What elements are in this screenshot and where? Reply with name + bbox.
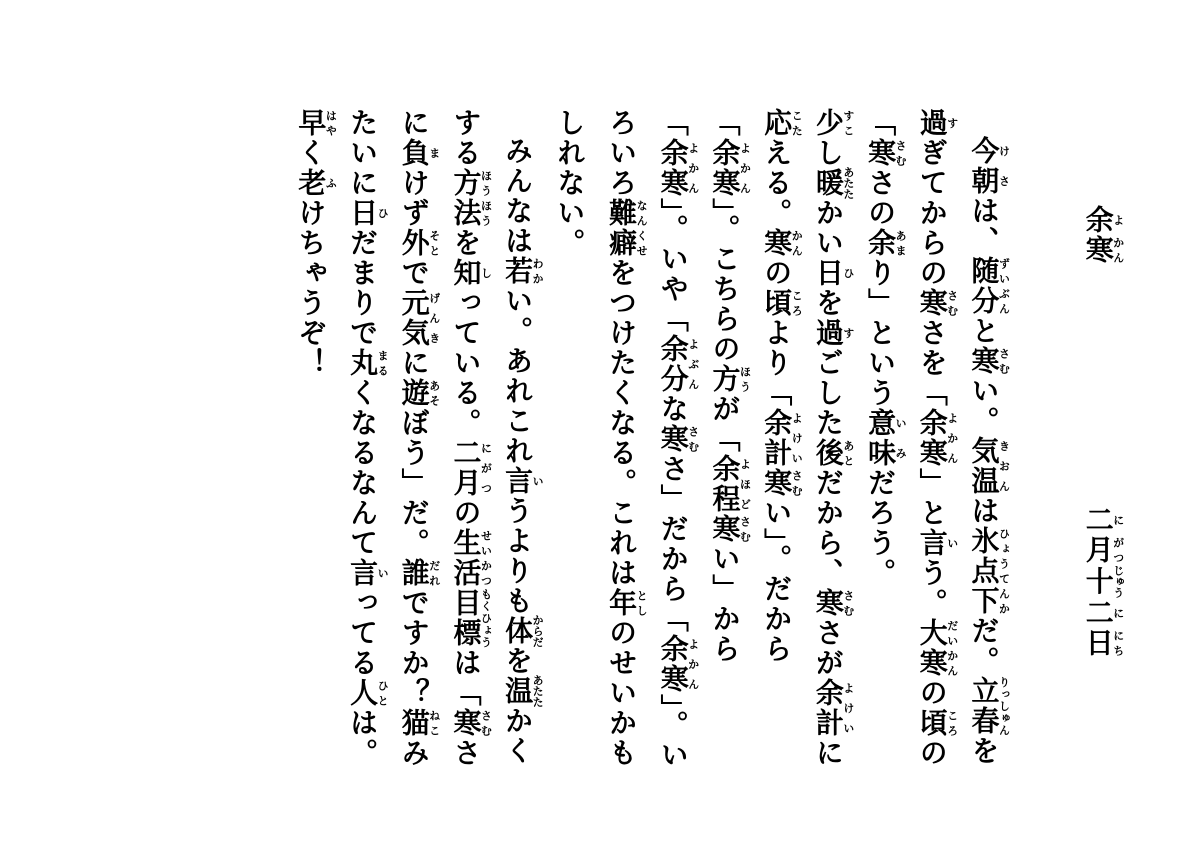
- ruby-word: [294, 108, 338, 138]
- furigana: よかん: [738, 138, 752, 198]
- text-run: の: [915, 678, 949, 708]
- furigana: ひょうてんか: [997, 526, 1011, 616]
- furigana: よぶん: [686, 334, 700, 394]
- ruby-word: [864, 228, 908, 258]
- text-run: をつけたくなる。これは: [605, 258, 639, 588]
- ruby-base: 温: [501, 674, 535, 708]
- furigana: かん: [1111, 235, 1125, 265]
- furigana: ほう: [738, 364, 752, 394]
- ruby-word: [656, 138, 700, 198]
- furigana: ずいぶん: [997, 256, 1011, 316]
- essay-date: [1072, 505, 1124, 658]
- ruby-base: 言: [346, 558, 380, 588]
- ruby-word: [708, 364, 752, 394]
- ruby-word: [967, 526, 1011, 616]
- text-run: に: [397, 348, 431, 378]
- text-run: だまりで: [346, 228, 380, 348]
- furigana: ねこ: [427, 708, 441, 738]
- furigana: ころ: [790, 288, 804, 318]
- text-run: し: [811, 138, 845, 168]
- furigana: さむ: [790, 468, 804, 498]
- furigana: あたた: [531, 674, 545, 708]
- ruby-word: [967, 676, 1011, 736]
- ruby-word: [915, 108, 959, 138]
- furigana: ふ: [324, 168, 338, 198]
- ruby-base: 寒: [708, 514, 742, 544]
- text-run: 」。いや「: [656, 198, 690, 334]
- ruby-base: 体: [501, 614, 535, 648]
- ruby-base: 余: [1081, 205, 1115, 235]
- furigana: よけい: [841, 678, 855, 738]
- furigana: さむ: [841, 588, 855, 618]
- furigana: がつ: [1111, 535, 1125, 565]
- ruby-word: [656, 334, 700, 394]
- ruby-word: [397, 228, 441, 258]
- text-run: っている。: [449, 288, 483, 438]
- furigana: げんき: [427, 288, 441, 348]
- ruby-word: [967, 436, 1011, 496]
- ruby-word: [605, 588, 649, 618]
- text-run: より「: [760, 318, 794, 408]
- ruby-base: 応: [760, 108, 794, 138]
- text-run: かくする: [449, 108, 535, 766]
- ruby-word: [346, 558, 390, 588]
- text-run: の: [449, 498, 483, 528]
- furigana: とし: [635, 588, 649, 618]
- furigana: じゅう: [1111, 565, 1125, 598]
- ruby-word: [346, 198, 390, 228]
- text-run: けちゃうぞ！: [294, 198, 328, 378]
- ruby-word: [967, 136, 1011, 196]
- ruby-word: [967, 346, 1011, 376]
- ruby-base: 十: [1081, 565, 1115, 598]
- ruby-base: 余寒: [708, 138, 742, 198]
- ruby-base: 元気: [397, 288, 431, 348]
- ruby-base: 日: [1081, 628, 1115, 658]
- ruby-base: 過: [811, 318, 845, 348]
- ruby-base: 言: [501, 466, 535, 496]
- paragraph: [854, 108, 1010, 788]
- ruby-base: 誰: [397, 558, 431, 588]
- ruby-word: [708, 138, 752, 198]
- text-run: さが: [811, 618, 845, 678]
- ruby-base: 寒: [760, 228, 794, 258]
- ruby-word: [656, 634, 700, 694]
- text-run: は、: [967, 196, 1001, 256]
- ruby-base: 寒: [811, 588, 845, 618]
- furigana: あたた: [841, 166, 855, 200]
- ruby-word: [760, 108, 804, 138]
- ruby-base: 立春: [967, 676, 1001, 736]
- text-run: けず: [397, 168, 431, 228]
- furigana: い: [945, 528, 959, 558]
- ruby-base: 寒: [967, 346, 1001, 376]
- furigana: そと: [427, 228, 441, 258]
- text-run: の「: [864, 108, 949, 768]
- text-run: うよりも: [501, 496, 535, 616]
- ruby-base: 寒: [1081, 235, 1115, 265]
- ruby-word: [915, 708, 959, 738]
- ruby-word: [449, 168, 493, 228]
- furigana: ま: [427, 138, 441, 168]
- ruby-word: [708, 514, 752, 544]
- furigana: あそ: [427, 378, 441, 408]
- ruby-base: 知: [449, 258, 483, 288]
- ruby-base: 丸: [346, 348, 380, 378]
- ruby-word: [915, 408, 959, 468]
- furigana: よかん: [945, 408, 959, 468]
- ruby-word: [449, 528, 493, 588]
- text-run: は: [967, 496, 1001, 526]
- furigana: ひ: [376, 198, 390, 228]
- furigana: けさ: [997, 136, 1011, 196]
- ruby-word: [397, 378, 441, 408]
- paragraph: [544, 108, 855, 788]
- furigana: かん: [790, 228, 804, 258]
- furigana: はや: [324, 108, 338, 138]
- furigana: あと: [841, 438, 855, 468]
- text-run: の: [760, 258, 794, 288]
- furigana: きおん: [997, 436, 1011, 496]
- text-run: さに: [397, 108, 483, 768]
- text-run: える。: [760, 138, 794, 228]
- furigana: まる: [376, 348, 390, 378]
- ruby-word: [811, 108, 855, 138]
- ruby-base: 余寒: [656, 634, 690, 694]
- ruby-base: 年: [605, 588, 639, 618]
- furigana: さむ: [479, 708, 493, 738]
- ruby-base: 余: [864, 228, 898, 258]
- ruby-base: 後: [811, 438, 845, 468]
- ruby-word: [811, 318, 855, 348]
- ruby-word: [864, 408, 908, 468]
- furigana: すこ: [841, 108, 855, 138]
- paragraph: [285, 108, 544, 788]
- furigana: ほうほう: [479, 168, 493, 228]
- furigana: せいかつ: [479, 528, 493, 588]
- text-run: い。あれこれ: [501, 286, 535, 466]
- furigana: よけい: [790, 408, 804, 468]
- text-run: のせいかもしれない。: [553, 108, 639, 768]
- furigana: す: [841, 318, 855, 348]
- ruby-base: 過: [915, 108, 949, 138]
- text-run: り」という: [864, 258, 898, 408]
- ruby-base: 寒: [760, 468, 794, 498]
- ruby-word: [811, 678, 855, 738]
- ruby-base: 生活: [449, 528, 483, 588]
- ruby-base: 老: [294, 168, 328, 198]
- furigana: こた: [790, 108, 804, 138]
- ruby-base: 寒: [864, 138, 898, 168]
- text-run: は。: [346, 708, 380, 768]
- furigana: あま: [894, 228, 908, 258]
- ruby-word: [656, 424, 700, 454]
- text-run: を: [449, 228, 483, 258]
- furigana: いみ: [894, 408, 908, 468]
- ruby-base: 大寒: [915, 618, 949, 678]
- furigana: にち: [1111, 628, 1125, 658]
- ruby-base: 余程: [708, 454, 742, 514]
- ruby-base: 日: [346, 198, 380, 228]
- ruby-word: [811, 438, 855, 468]
- ruby-base: 少: [811, 108, 845, 138]
- text-run: 」。いろいろ: [605, 108, 690, 770]
- text-run: に: [811, 738, 845, 768]
- text-run: 」。こちらの: [708, 198, 742, 364]
- ruby-word: [397, 558, 441, 588]
- ruby-base: 寒: [449, 708, 483, 738]
- furigana: にがつ: [479, 438, 493, 498]
- ruby-word: [967, 256, 1011, 316]
- furigana: さむ: [945, 288, 959, 318]
- text-run: く: [294, 138, 328, 168]
- furigana: ころ: [945, 708, 959, 738]
- text-run: い」。だから「: [708, 108, 794, 664]
- furigana: し: [479, 258, 493, 288]
- ruby-word: [1081, 505, 1125, 535]
- ruby-base: 言: [915, 528, 949, 558]
- ruby-base: 今朝: [967, 136, 1001, 196]
- ruby-base: 氷点下: [967, 526, 1001, 616]
- ruby-word: [449, 708, 493, 738]
- furigana: に: [1111, 505, 1125, 535]
- furigana: よかん: [686, 138, 700, 198]
- text-run: だろう。: [864, 468, 898, 588]
- text-run: ですか？: [397, 588, 431, 708]
- ruby-word: [1081, 628, 1125, 658]
- text-run: う。: [915, 558, 949, 618]
- ruby-base: 頃: [760, 288, 794, 318]
- ruby-base: 目標: [449, 588, 483, 648]
- ruby-word: [915, 618, 959, 678]
- text-run: だから、: [811, 468, 845, 588]
- furigana: さむ: [686, 424, 700, 454]
- ruby-base: 若: [501, 256, 535, 286]
- ruby-word: [1081, 535, 1125, 565]
- furigana: だいかん: [945, 618, 959, 678]
- ruby-word: [346, 678, 390, 708]
- text-run: と: [967, 316, 1001, 346]
- ruby-base: 二: [1081, 598, 1115, 628]
- ruby-base: 方法: [449, 168, 483, 228]
- ruby-word: [811, 258, 855, 288]
- text-run: 」と: [915, 468, 949, 528]
- furigana: す: [945, 108, 959, 138]
- ruby-base: 難癖: [605, 198, 639, 258]
- ruby-base: 人: [346, 678, 380, 708]
- ruby-base: 寒: [656, 424, 690, 454]
- ruby-word: [760, 288, 804, 318]
- furigana: もくひょう: [479, 588, 493, 648]
- ruby-word: [346, 348, 390, 378]
- ruby-base: 猫: [397, 708, 431, 738]
- ruby-word: [915, 288, 959, 318]
- ruby-base: 二: [1081, 505, 1115, 535]
- ruby-word: [708, 454, 752, 514]
- text-run: ぼう」だ。: [397, 408, 431, 558]
- furigana: ひと: [376, 678, 390, 708]
- text-run: を: [501, 646, 535, 676]
- ruby-base: 意味: [864, 408, 898, 468]
- furigana: りっしゅん: [997, 676, 1011, 736]
- text-run: ごした: [811, 348, 845, 438]
- ruby-base: 遊: [397, 378, 431, 408]
- furigana: なんくせ: [635, 198, 649, 258]
- text-run: だ。: [967, 616, 1001, 676]
- furigana: よほど: [738, 454, 752, 514]
- text-run: ぎてからの: [915, 138, 949, 288]
- ruby-word: [397, 138, 441, 168]
- furigana: だれ: [427, 558, 441, 588]
- ruby-word: [760, 468, 804, 498]
- furigana: に: [1111, 598, 1125, 628]
- furigana: さむ: [894, 138, 908, 168]
- ruby-base: 日: [811, 258, 845, 288]
- text-run: さを「: [915, 318, 949, 408]
- ruby-base: 外: [397, 228, 431, 258]
- ruby-word: [864, 138, 908, 168]
- furigana: さむ: [997, 346, 1011, 376]
- ruby-base: 二月: [449, 438, 483, 498]
- text-run: は「: [449, 648, 483, 708]
- text-run: くなるなんて: [346, 378, 380, 558]
- text-run: で: [397, 258, 431, 288]
- text-run: かい: [811, 198, 845, 258]
- text-run: さ」だから「: [656, 454, 690, 634]
- ruby-word: [501, 256, 545, 286]
- text-run: さの: [864, 168, 898, 228]
- text-run: が「: [708, 394, 742, 454]
- text-run: を: [967, 736, 1001, 766]
- furigana: ひ: [841, 258, 855, 288]
- ruby-word: [449, 258, 493, 288]
- furigana: からだ: [531, 614, 545, 648]
- furigana: わか: [531, 256, 545, 286]
- furigana: い: [531, 466, 545, 496]
- ruby-base: 頃: [915, 708, 949, 738]
- ruby-word: [501, 674, 545, 708]
- ruby-word: [397, 708, 441, 738]
- ruby-word: [1081, 598, 1125, 628]
- furigana: よかん: [686, 634, 700, 694]
- ruby-word: [449, 438, 493, 498]
- ruby-word: [760, 228, 804, 258]
- ruby-word: [1081, 205, 1125, 235]
- essay-title: [1072, 205, 1124, 265]
- text-run: を: [811, 288, 845, 318]
- ruby-word: [605, 198, 649, 258]
- furigana: さむ: [738, 514, 752, 544]
- ruby-word: [501, 614, 545, 648]
- ruby-word: [501, 466, 545, 496]
- text-run: ってる: [346, 588, 380, 678]
- ruby-base: 負: [397, 138, 431, 168]
- ruby-base: 方: [708, 364, 742, 394]
- ruby-base: 寒: [915, 288, 949, 318]
- ruby-word: [811, 166, 855, 200]
- ruby-word: [760, 408, 804, 468]
- ruby-word: [397, 288, 441, 348]
- text-run: みんなは: [501, 136, 535, 256]
- ruby-word: [449, 588, 493, 648]
- ruby-base: 余寒: [656, 138, 690, 198]
- furigana: い: [376, 558, 390, 588]
- ruby-word: [1081, 235, 1125, 265]
- ruby-base: 余計: [811, 678, 845, 738]
- text-run: い。: [967, 376, 1001, 436]
- ruby-base: 随分: [967, 256, 1001, 316]
- ruby-word: [1081, 565, 1125, 598]
- ruby-base: 暖: [811, 166, 845, 200]
- ruby-base: 余分: [656, 334, 690, 394]
- ruby-base: 余寒: [915, 408, 949, 468]
- ruby-word: [811, 588, 855, 618]
- essay-body: [285, 108, 1010, 788]
- text-run: な: [656, 394, 690, 424]
- ruby-base: 余計: [760, 408, 794, 468]
- ruby-word: [915, 528, 959, 558]
- furigana: よ: [1111, 205, 1125, 235]
- text-run: みたいに: [346, 108, 431, 768]
- ruby-word: [294, 168, 338, 198]
- ruby-base: 早: [294, 108, 328, 138]
- text-run: い」から「: [656, 108, 742, 664]
- ruby-base: 月: [1081, 535, 1115, 565]
- ruby-base: 気温: [967, 436, 1001, 496]
